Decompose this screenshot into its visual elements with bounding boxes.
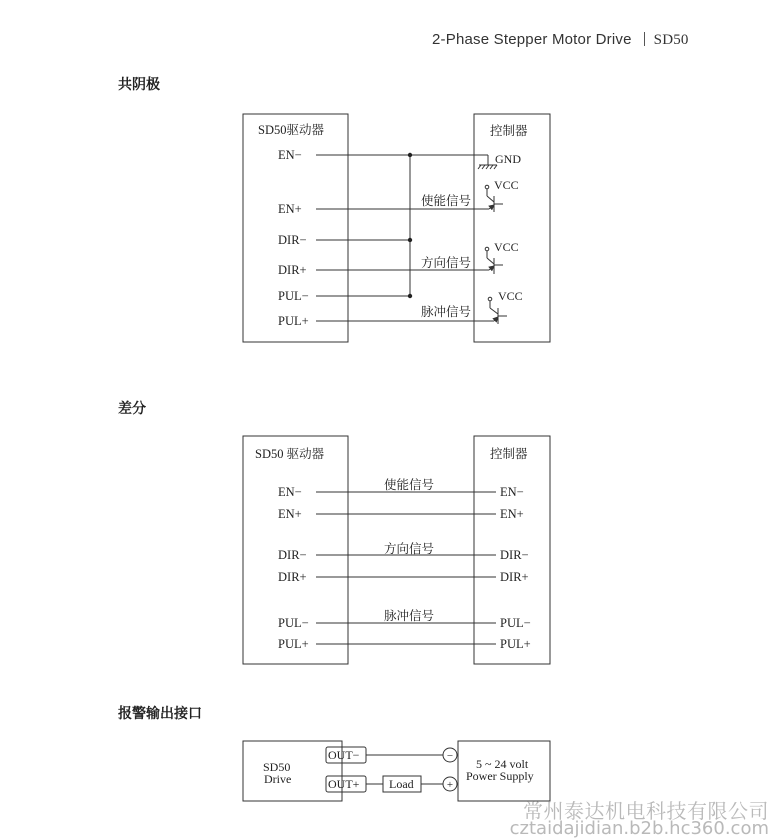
- cc-vcc-label-3: VCC: [498, 289, 523, 303]
- cc-junction-dot: [408, 153, 412, 157]
- df-controller-label: 控制器: [490, 446, 528, 461]
- cc-pin-pul-plus: PUL+: [278, 314, 309, 328]
- cc-labels: [258, 122, 528, 328]
- df-pin-pul-minus: PUL−: [278, 616, 309, 630]
- section-title-alarm: 报警输出接口: [118, 706, 202, 722]
- cc-driver-label: SD50驱动器: [258, 123, 324, 137]
- cc-vcc-label-2: VCC: [494, 240, 519, 254]
- section-title-differential: 差分: [118, 401, 146, 417]
- cc-junction-dot: [408, 294, 412, 298]
- cc-controller-label: 控制器: [490, 123, 528, 138]
- df-ctrl-en-minus: EN−: [500, 485, 524, 499]
- alarm-labels: [263, 748, 534, 791]
- df-ctrl-dir-minus: DIR−: [500, 548, 529, 562]
- df-signal-pulse: 脉冲信号: [384, 608, 435, 623]
- df-pin-dir-plus: DIR+: [278, 570, 307, 584]
- alarm-supply-voltage: 5 ~ 24 volt: [476, 757, 529, 771]
- watermark-url: cztaidajidian.b2b.hc360.com: [509, 818, 769, 839]
- alarm-out-minus-label: OUT−: [328, 748, 360, 762]
- alarm-plus-symbol: +: [446, 779, 454, 791]
- df-labels: [255, 446, 531, 651]
- alarm-out-plus-label: OUT+: [328, 777, 360, 791]
- alarm-drive-label: Drive: [264, 772, 292, 786]
- df-ctrl-pul-minus: PUL−: [500, 616, 531, 630]
- cc-junction-dot: [408, 238, 412, 242]
- df-pin-pul-plus: PUL+: [278, 637, 309, 651]
- cc-pin-pul-minus: PUL−: [278, 289, 309, 303]
- cc-gnd-label: GND: [495, 152, 521, 166]
- df-pin-en-minus: EN−: [278, 485, 302, 499]
- alarm-load-label: Load: [389, 777, 414, 791]
- df-pin-dir-minus: DIR−: [278, 548, 307, 562]
- df-driver-label: SD50 驱动器: [255, 447, 325, 461]
- watermark-company: 常州泰达机电科技有限公司: [523, 799, 769, 823]
- cc-pin-dir-plus: DIR+: [278, 263, 307, 277]
- cc-pin-dir-minus: DIR−: [278, 233, 307, 247]
- df-signal-enable: 使能信号: [384, 477, 435, 492]
- cc-controller-box: [474, 114, 550, 342]
- cc-vcc-label-1: VCC: [494, 178, 519, 192]
- cc-pin-en-plus: EN+: [278, 202, 302, 216]
- df-ctrl-dir-plus: DIR+: [500, 570, 529, 584]
- cc-signal-enable: 使能信号: [421, 193, 472, 208]
- df-ctrl-en-plus: EN+: [500, 507, 524, 521]
- df-ctrl-pul-plus: PUL+: [500, 637, 531, 651]
- df-pin-en-plus: EN+: [278, 507, 302, 521]
- cc-signal-pulse: 脉冲信号: [421, 304, 472, 319]
- alarm-drive-model: SD50: [263, 760, 291, 774]
- df-signal-direction: 方向信号: [384, 541, 435, 556]
- section-title-common-cathode: 共阴极: [118, 77, 160, 93]
- header-title: 2-Phase Stepper Motor Drive: [432, 31, 632, 48]
- alarm-minus-symbol: −: [446, 750, 454, 762]
- cc-signal-direction: 方向信号: [421, 255, 472, 270]
- cc-pin-en-minus: EN−: [278, 148, 302, 162]
- alarm-supply-label: Power Supply: [466, 769, 534, 783]
- header-model: SD50: [653, 32, 689, 48]
